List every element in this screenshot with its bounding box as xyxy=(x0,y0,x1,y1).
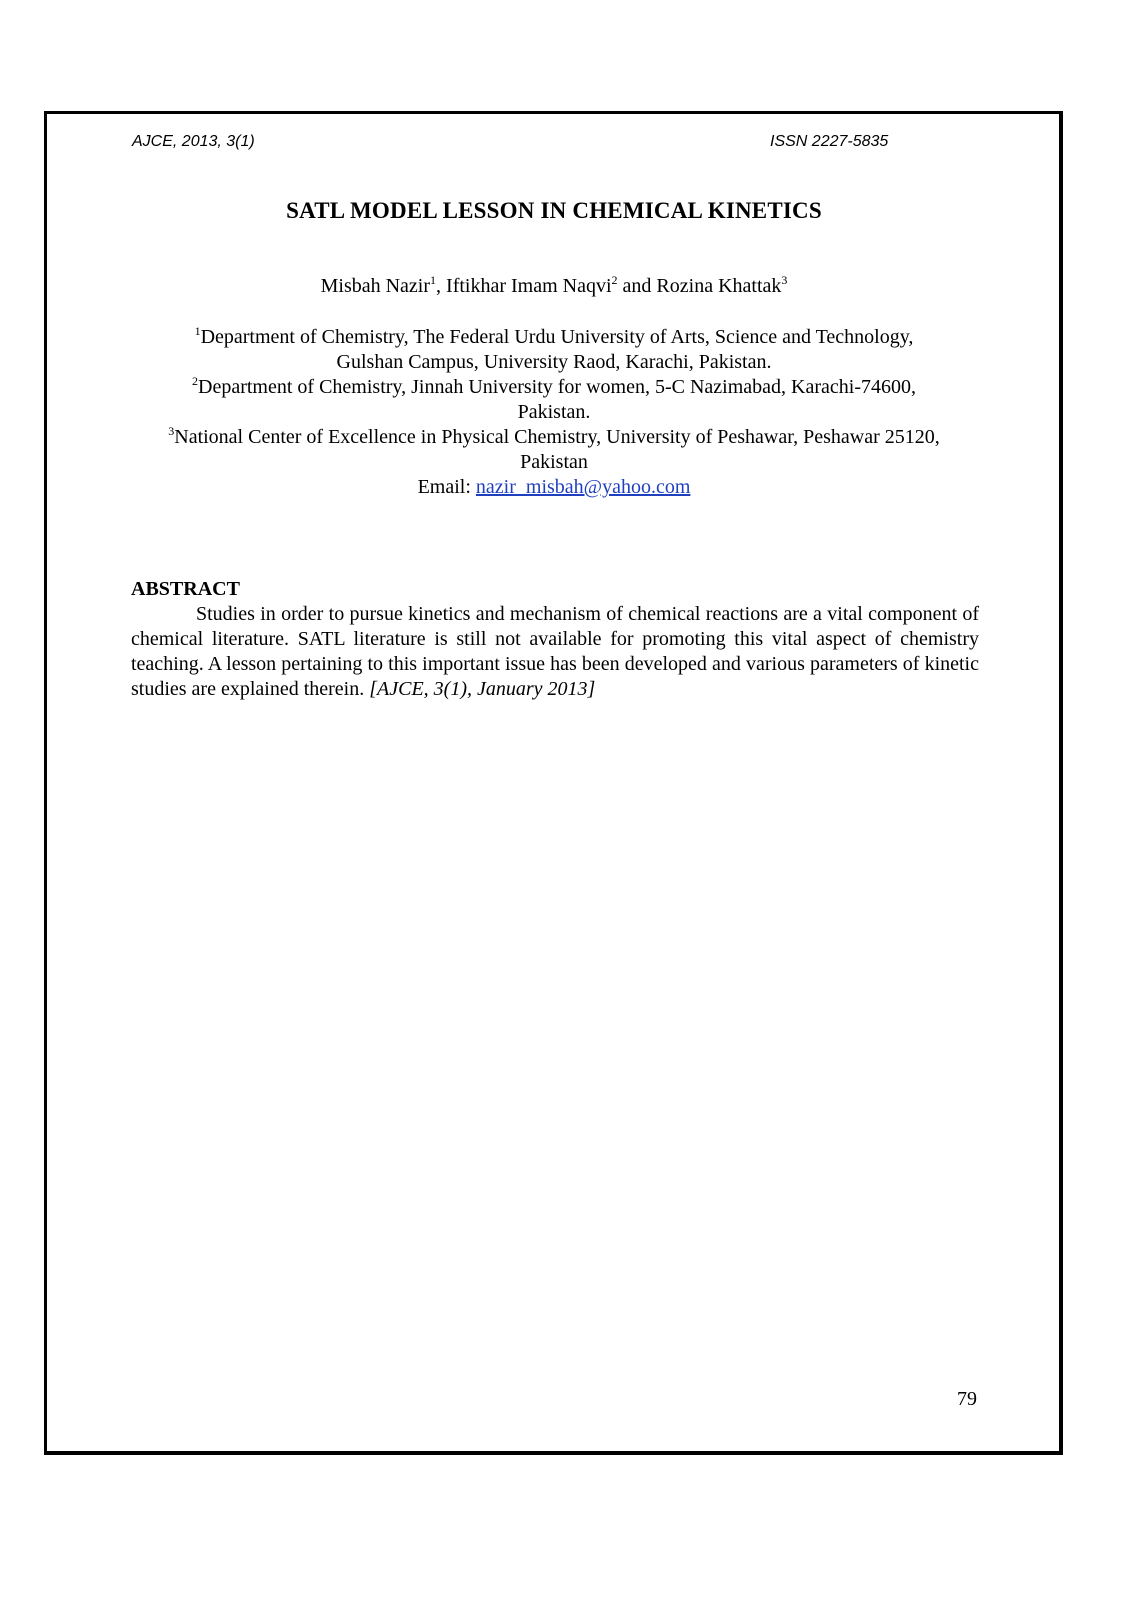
affiliation-marker: 3 xyxy=(168,424,175,438)
affiliation-1 xyxy=(0,325,1108,350)
abstract-paragraph xyxy=(131,602,979,702)
email-link[interactable]: nazir_misbah@yahoo.com xyxy=(475,476,691,498)
affiliation-2 xyxy=(0,375,1108,400)
author-separator: and xyxy=(617,275,657,297)
email-label: Email: xyxy=(417,476,476,498)
affiliation-block xyxy=(0,325,1108,500)
author-name: Rozina Khattak xyxy=(656,275,782,297)
journal-reference: AJCE, 2013, 3(1) xyxy=(132,133,255,150)
affiliation-3 xyxy=(0,425,1108,450)
author-affiliation-marker: 1 xyxy=(430,273,437,287)
issn-label: ISSN 2227-5835 xyxy=(770,133,889,150)
abstract-text: Studies in order to pursue kinetics and mechanism of chemical reactions are a vital component of chemical literature. SATL literature is still not available for promoting this vital aspect of chemistry teaching. A lesson pertaining to this important issue has been developed and various parameters of kinetic studies are explained therein. xyxy=(131,603,979,700)
affiliation-text: Department of Chemistry, The Federal Urdu University of Arts, Science and Technology, xyxy=(200,326,914,348)
author-affiliation-marker: 3 xyxy=(781,273,788,287)
affiliation-1-continued: Gulshan Campus, University Raod, Karachi, Pakistan. xyxy=(336,351,772,373)
abstract-heading: ABSTRACT xyxy=(131,578,240,600)
article-title: SATL MODEL LESSON IN CHEMICAL KINETICS xyxy=(286,198,822,223)
affiliation-2-continued: Pakistan. xyxy=(517,401,591,423)
affiliation-text: National Center of Excellence in Physical Chemistry, University of Peshawar, Peshawar 25120, xyxy=(174,426,940,448)
page-number: 79 xyxy=(957,1388,977,1410)
author-separator: , xyxy=(436,275,447,297)
author-affiliation-marker: 2 xyxy=(611,273,618,287)
author-name: Misbah Nazir xyxy=(320,275,431,297)
abstract-citation: [AJCE, 3(1), January 2013] xyxy=(369,678,596,700)
author-list xyxy=(0,275,1108,298)
affiliation-text: Department of Chemistry, Jinnah University for women, 5-C Nazimabad, Karachi-74600, xyxy=(198,376,916,398)
affiliation-3-continued: Pakistan xyxy=(520,451,588,473)
affiliation-marker: 2 xyxy=(192,374,199,388)
page-border xyxy=(44,111,1063,1455)
email-line xyxy=(0,475,1108,500)
affiliation-marker: 1 xyxy=(194,324,201,338)
author-name: Iftikhar Imam Naqvi xyxy=(446,275,612,297)
